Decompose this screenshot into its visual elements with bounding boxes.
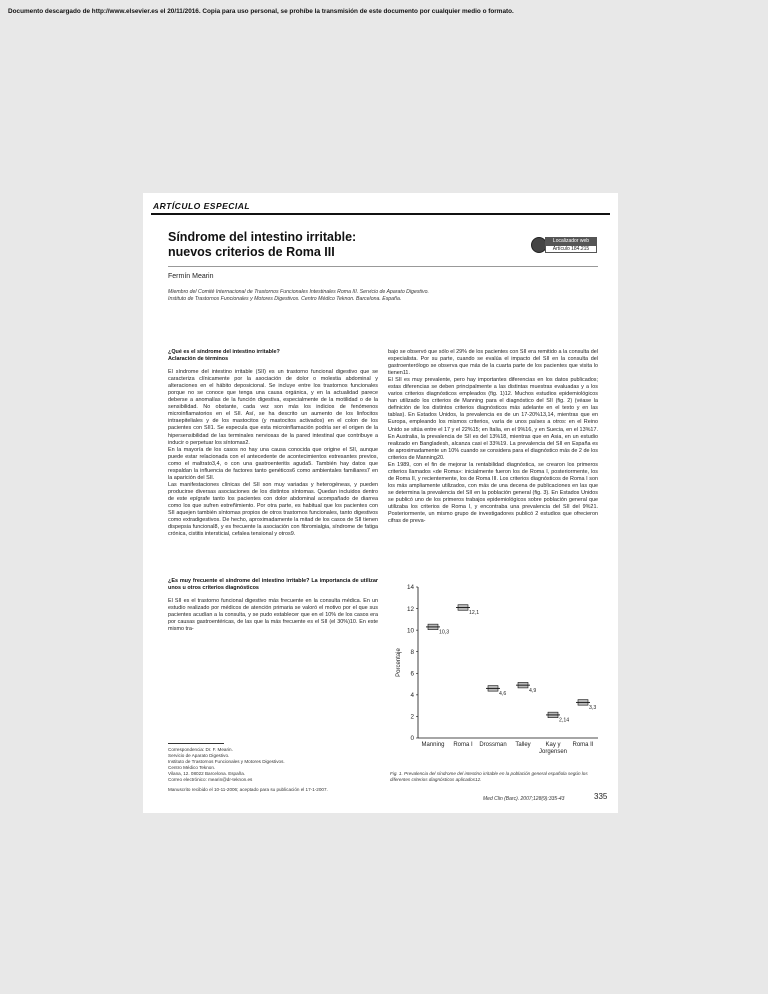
y-tick-label: 12: [406, 605, 414, 613]
y-tick-label: 8: [410, 648, 414, 656]
affiliation: [168, 289, 598, 303]
data-label: 3,3: [589, 705, 597, 712]
y-tick-label: 4: [410, 692, 414, 700]
data-label: 2,14: [559, 717, 570, 724]
locator-article: Artículo 184.215: [545, 245, 597, 253]
column-right: [388, 349, 598, 525]
y-tick-label: 6: [410, 670, 414, 678]
footnote-email: Correo electrónico: mearin@dr-teknon.es: [168, 777, 253, 782]
section-divider: [151, 213, 610, 215]
footnote-divider: [168, 743, 224, 744]
paragraph: Las manifestaciones clínicas del SII son muy variadas y heterogéneas, y pueden producirse diversas asociaciones de los distintos síntomas. Quedan incluidos dentro de este epígrafe tanto los pacientes con dolor abdominal acompañado de diarrea como los que sufren estreñimiento. Por otra parte, es habitual que los pacientes con SII aquejen también síntomas propios de otros trastornos funcionales, tanto digestivos como extradigestivos. De hecho, aproximadamente la mitad de los casos de SII tienen dispepsia funcional8, y es frecuente la asociación con fibromialgia, síndrome de fatiga crónica, cistitis intersticial, cefalea tensional y otros9.: [168, 481, 378, 538]
x-tick-label: Roma II: [572, 742, 594, 748]
section-label: ARTÍCULO ESPECIAL: [153, 201, 251, 211]
correspondence: [168, 747, 378, 793]
title-divider: [168, 266, 598, 267]
chart-svg: [390, 583, 602, 765]
x-tick-label: Jorgensen: [538, 749, 568, 755]
data-label: 12,1: [469, 610, 480, 617]
title-line-2: nuevos criterios de Roma III: [168, 245, 335, 259]
data-label: 4,9: [529, 687, 537, 694]
paragraph: El SII es el trastorno funcional digestivo más frecuente en la consulta médica. En un estudio realizado por médicos de atención primaria se valoró el motivo por el que sus pacientes acudían a la consulta, y se pudo establecer que en el 10% de los casos era por causas gastroentéricas, de las que la más frecuente es el SII (el 30%)10. En este mismo tra-: [168, 598, 378, 633]
heading-2: ¿Es muy frecuente el síndrome del intestino irritable? La importancia de utilizar unos u otros criterios diagnósticos: [168, 578, 378, 592]
x-tick-label: Talley: [515, 742, 531, 748]
y-tick-label: 0: [410, 735, 414, 743]
footnote-line: Servicio de Aparato Digestivo.: [168, 753, 230, 758]
footnote-line: Instituto de Trastornos Funcionales y Motores Digestivos.: [168, 759, 285, 764]
footnote-line: Vilana, 12. 08022 Barcelona. España.: [168, 771, 246, 776]
paragraph: El síndrome del intestino irritable (SII) es un trastorno funcional digestivo que se caracteriza clínicamente por la asociación de dolor o molestia abdominal y alteraciones en el hábito deposicional. Se incluye entre los trastornos funcionales porque no se conoce que tenga una causa orgánica, y en la actualidad parece deberse a anomalías de la función digestiva, especialmente de la motilidad o de la sensibilidad. No obstante, cada vez son más los indicios de fenómenos microinflamatorios en el SII. Así, se ha descrito un aumento de los linfocitos intraepiteliales y de los mastocitos (y mastocitos activados) en el colon de los pacientes con SII1. Se especula que esta microinflamación podría ser el origen de la hipersensibilidad de las terminales nerviosas de la pared intestinal que contribuye a inducir o perpetuar los síntomas2.: [168, 369, 378, 446]
download-notice: Documento descargado de http://www.elsevier.es el 20/11/2016. Copia para uso personal, se prohíbe la transmisión de este documento por cualquier medio o formato.: [8, 8, 514, 15]
prevalence-chart: [390, 583, 602, 765]
article-page: [143, 193, 618, 813]
y-axis-label: Porcentaje: [396, 648, 402, 677]
figure-caption: Fig. 1. Prevalencia del síndrome del intestino irritable en la población general española según los diferentes criterios diagnósticos aplicados12.: [390, 771, 588, 782]
x-tick-label: Roma I: [453, 742, 473, 748]
y-tick-label: 2: [410, 713, 414, 721]
column-left-top: [168, 349, 378, 538]
paragraph: En la mayoría de los casos no hay una causa conocida que origine el SII, aunque puede estar relacionada con el antecedente de acontecimientos estresantes previos, como el maltrato3,4, o con una gastroenteritis aguda5. También hay datos que respaldan la influencia de factores tanto genéticos6 como ambientales familiares7 en la aparición del SII.: [168, 446, 378, 481]
paragraph: bajo se observó que sólo el 29% de los pacientes con SII era remitido a la consulta del especialista. Por su parte, cuando se evalúa el impacto del SII en la consulta del gastroenterólogo se observa que más de la cuarta parte de los pacientes que visita lo tienen11.: [388, 349, 598, 377]
paragraph: El SII es muy prevalente, pero hay importantes diferencias en los datos publicados; estas diferencias se deben principalmente a las distintas muestras evaluadas y a los varios criterios diagnósticos empleados (fig. 1)12. Muchos estudios epidemiológicos han utilizado los criterios de Manning para el diagnóstico del SII (fig. 2) (véase la definición de los distintos criterios diagnósticos más adelante en el texto y en las tablas). En Estados Unidos, la prevalencia es de un 17-20%13,14, mientras que en Europa, empleando los mismos criterios, varía de unos países a otros: en el Reino Unido se sitúa entre el 17 y el 22%15; en Italia, en el 9%16, y en Suecia, en el 13%17. En Australia, la prevalencia de SII es del 13%18, mientras que en Asia, en un estudio realizado en Bangladesh, alcanza casi el 33%19. La prevalencia del SII en España es de aproximadamente un 10% cuando se considera para el diagnóstico más de 2 de los criterios de Manning20.: [388, 377, 598, 461]
author: Fermín Mearin: [168, 273, 214, 280]
column-left-bottom: [168, 578, 378, 633]
heading-1: ¿Qué es el síndrome del intestino irritable?: [168, 349, 280, 355]
footnote-line: Manuscrito recibido el 10-11-2006; aceptado para su publicación el 17-1-2007.: [168, 787, 328, 792]
paragraph: En 1989, con el fin de mejorar la rentabilidad diagnóstica, se crearon los primeros criterios llamados «de Roma»: inicialmente fueron los de Roma I, posteriormente, los de Roma II, y recientemente, los de Roma III. Los criterios diagnósticos de Roma I son los más ampliamente utilizados, con más de una decena de publicaciones en las que se determina la prevalencia del SII en la población general (fig. 3). En Estados Unidos se publicó uno de los primeros trabajos epidemiológicos sobre población general que utilizaba los criterios de Roma I, y encontraba una prevalencia del SII del 9%21. Posteriormente, un mismo grupo de investigadores publicó 2 estudios que ofrecieron cifras de preva-: [388, 461, 598, 525]
article-title: [168, 230, 356, 260]
y-tick-label: 10: [406, 627, 414, 635]
journal-citation: Med Clin (Barc). 2007;128(9):335-43: [483, 796, 565, 802]
x-tick-label: Kay y: [545, 742, 561, 748]
y-tick-label: 14: [406, 584, 414, 592]
affiliation-line-2: Instituto de Trastornos Funcionales y Motores Digestivos. Centro Médico Teknon. Barcelona. España.: [168, 296, 402, 303]
data-label: 4,6: [499, 691, 507, 698]
page-number: 335: [594, 792, 608, 801]
affiliation-line-1: Miembro del Comité Internacional de Trastornos Funcionales Intestinales Roma III. Servicio de Aparato Digestivo.: [168, 289, 429, 295]
data-label: 10,3: [439, 629, 450, 636]
title-line-1: Síndrome del intestino irritable:: [168, 230, 357, 244]
footnote-line: Correspondencia: Dr. F. Mearin.: [168, 747, 233, 752]
heading-1-sub: Aclaración de términos: [168, 356, 229, 363]
footnote-line: Centro Médico Teknon.: [168, 765, 216, 770]
web-locator[interactable]: [539, 237, 597, 255]
x-tick-label: Drossman: [479, 742, 507, 748]
locator-label: Localizador web: [545, 237, 597, 245]
x-tick-label: Manning: [421, 742, 445, 748]
